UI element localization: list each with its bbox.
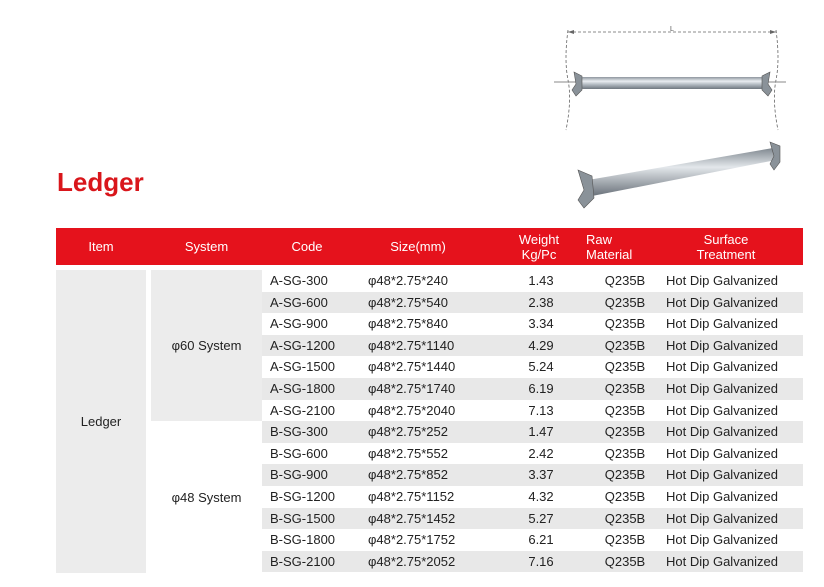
raw-material-cell: Q235B: [604, 553, 646, 569]
code-cell: B-SG-1200: [270, 488, 336, 504]
surface-treatment-cell: Hot Dip Galvanized: [666, 510, 778, 526]
header-surface-line2: Treatment: [696, 246, 756, 262]
weight-cell: 5.24: [528, 359, 554, 375]
table-row: [262, 313, 803, 335]
raw-material-cell: Q235B: [604, 424, 646, 440]
code-cell: B-SG-1500: [270, 510, 336, 526]
code-cell: A-SG-1800: [270, 380, 336, 396]
code-cell: A-SG-900: [270, 316, 328, 332]
size-cell: φ48*2.75*1140: [368, 337, 455, 353]
surface-treatment-cell: Hot Dip Galvanized: [666, 337, 778, 353]
system-cell-phi48: φ48 System: [151, 421, 262, 573]
raw-material-cell: Q235B: [604, 380, 646, 396]
code-cell: A-SG-1500: [270, 359, 336, 375]
page-title: Ledger: [57, 167, 144, 197]
table-row: [262, 270, 803, 292]
raw-material-cell: Q235B: [604, 359, 646, 375]
size-cell: φ48*2.75*840: [368, 316, 448, 332]
weight-cell: 4.29: [528, 337, 554, 353]
size-cell: φ48*2.75*1452: [368, 510, 456, 526]
code-cell: B-SG-2100: [270, 553, 336, 569]
table-row: [262, 421, 803, 443]
table-row: [262, 551, 803, 573]
table-row: [262, 486, 803, 508]
header-raw-line1: Raw: [586, 231, 613, 247]
code-cell: B-SG-600: [270, 445, 328, 461]
size-cell: φ48*2.75*1740: [368, 380, 456, 396]
header-weight-line1: Weight: [518, 231, 560, 247]
surface-treatment-cell: Hot Dip Galvanized: [666, 488, 778, 504]
surface-treatment-cell: Hot Dip Galvanized: [666, 380, 778, 396]
weight-cell: 3.37: [528, 467, 554, 483]
raw-material-cell: Q235B: [604, 294, 646, 310]
surface-treatment-cell: Hot Dip Galvanized: [666, 467, 778, 483]
system-cell-phi60: φ60 System: [151, 270, 262, 421]
weight-cell: 6.21: [528, 532, 554, 548]
code-cell: A-SG-300: [270, 273, 328, 288]
weight-cell: 1.43: [528, 273, 554, 288]
header-size: Size(mm): [390, 239, 446, 254]
weight-cell: 6.19: [528, 380, 554, 396]
surface-treatment-cell: Hot Dip Galvanized: [666, 294, 778, 310]
header-raw-line2: Material: [586, 246, 633, 262]
size-cell: φ48*2.75*852: [368, 467, 448, 483]
weight-cell: 1.47: [528, 424, 554, 440]
table-row: [262, 529, 803, 551]
surface-treatment-cell: Hot Dip Galvanized: [666, 359, 778, 375]
table-header: [56, 228, 803, 265]
size-cell: φ48*2.75*1752: [368, 532, 456, 548]
dimension-label: L: [670, 26, 674, 33]
surface-treatment-cell: Hot Dip Galvanized: [666, 424, 778, 440]
weight-cell: 4.32: [528, 488, 554, 504]
raw-material-cell: Q235B: [604, 510, 646, 526]
spec-table: [56, 270, 803, 573]
size-cell: φ48*2.75*552: [368, 445, 448, 461]
header-surface-treatment: [676, 228, 776, 265]
header-system: System: [184, 239, 229, 254]
raw-material-cell: Q235B: [604, 273, 646, 288]
header-code: Code: [291, 239, 323, 254]
size-cell: φ48*2.75*240: [368, 273, 448, 288]
table-row: [262, 443, 803, 465]
code-cell: B-SG-900: [270, 467, 328, 483]
surface-treatment-cell: Hot Dip Galvanized: [666, 402, 778, 418]
table-row: [262, 356, 803, 378]
raw-material-cell: Q235B: [604, 337, 646, 353]
header-item: Item: [88, 239, 114, 254]
raw-material-cell: Q235B: [604, 445, 646, 461]
surface-treatment-cell: Hot Dip Galvanized: [666, 316, 778, 332]
weight-cell: 5.27: [528, 510, 554, 526]
raw-material-cell: Q235B: [604, 488, 646, 504]
ledger-product-illustration: [548, 20, 788, 220]
size-cell: φ48*2.75*1440: [368, 359, 456, 375]
weight-cell: 3.34: [528, 316, 554, 332]
weight-cell: 2.38: [528, 294, 554, 310]
table-rows: [262, 270, 803, 572]
table-row: [262, 400, 803, 422]
raw-material-cell: Q235B: [604, 402, 646, 418]
code-cell: B-SG-1800: [270, 532, 336, 548]
code-cell: A-SG-600: [270, 294, 328, 310]
size-cell: φ48*2.75*540: [368, 294, 448, 310]
raw-material-cell: Q235B: [604, 532, 646, 548]
weight-cell: 2.42: [528, 445, 554, 461]
header-surface-line1: Surface: [703, 231, 749, 247]
header-raw-material: [586, 228, 656, 265]
header-weight: [506, 228, 572, 265]
weight-cell: 7.13: [528, 402, 554, 418]
raw-material-cell: Q235B: [604, 467, 646, 483]
table-row: [262, 378, 803, 400]
surface-treatment-cell: Hot Dip Galvanized: [666, 553, 778, 569]
size-cell: φ48*2.75*2040: [368, 402, 456, 418]
code-cell: A-SG-1200: [270, 337, 336, 353]
weight-cell: 7.16: [528, 553, 554, 569]
table-row: [262, 292, 803, 314]
header-weight-line2: Kg/Pc: [521, 246, 557, 262]
surface-treatment-cell: Hot Dip Galvanized: [666, 273, 778, 288]
table-row: [262, 464, 803, 486]
surface-treatment-cell: Hot Dip Galvanized: [666, 445, 778, 461]
size-cell: φ48*2.75*1152: [368, 488, 455, 504]
code-cell: A-SG-2100: [270, 402, 336, 418]
size-cell: φ48*2.75*252: [368, 424, 448, 440]
size-cell: φ48*2.75*2052: [368, 553, 456, 569]
table-row: [262, 508, 803, 530]
surface-treatment-cell: Hot Dip Galvanized: [666, 532, 778, 548]
code-cell: B-SG-300: [270, 424, 328, 440]
item-cell: Ledger: [56, 270, 146, 573]
table-row: [262, 335, 803, 357]
raw-material-cell: Q235B: [604, 316, 646, 332]
